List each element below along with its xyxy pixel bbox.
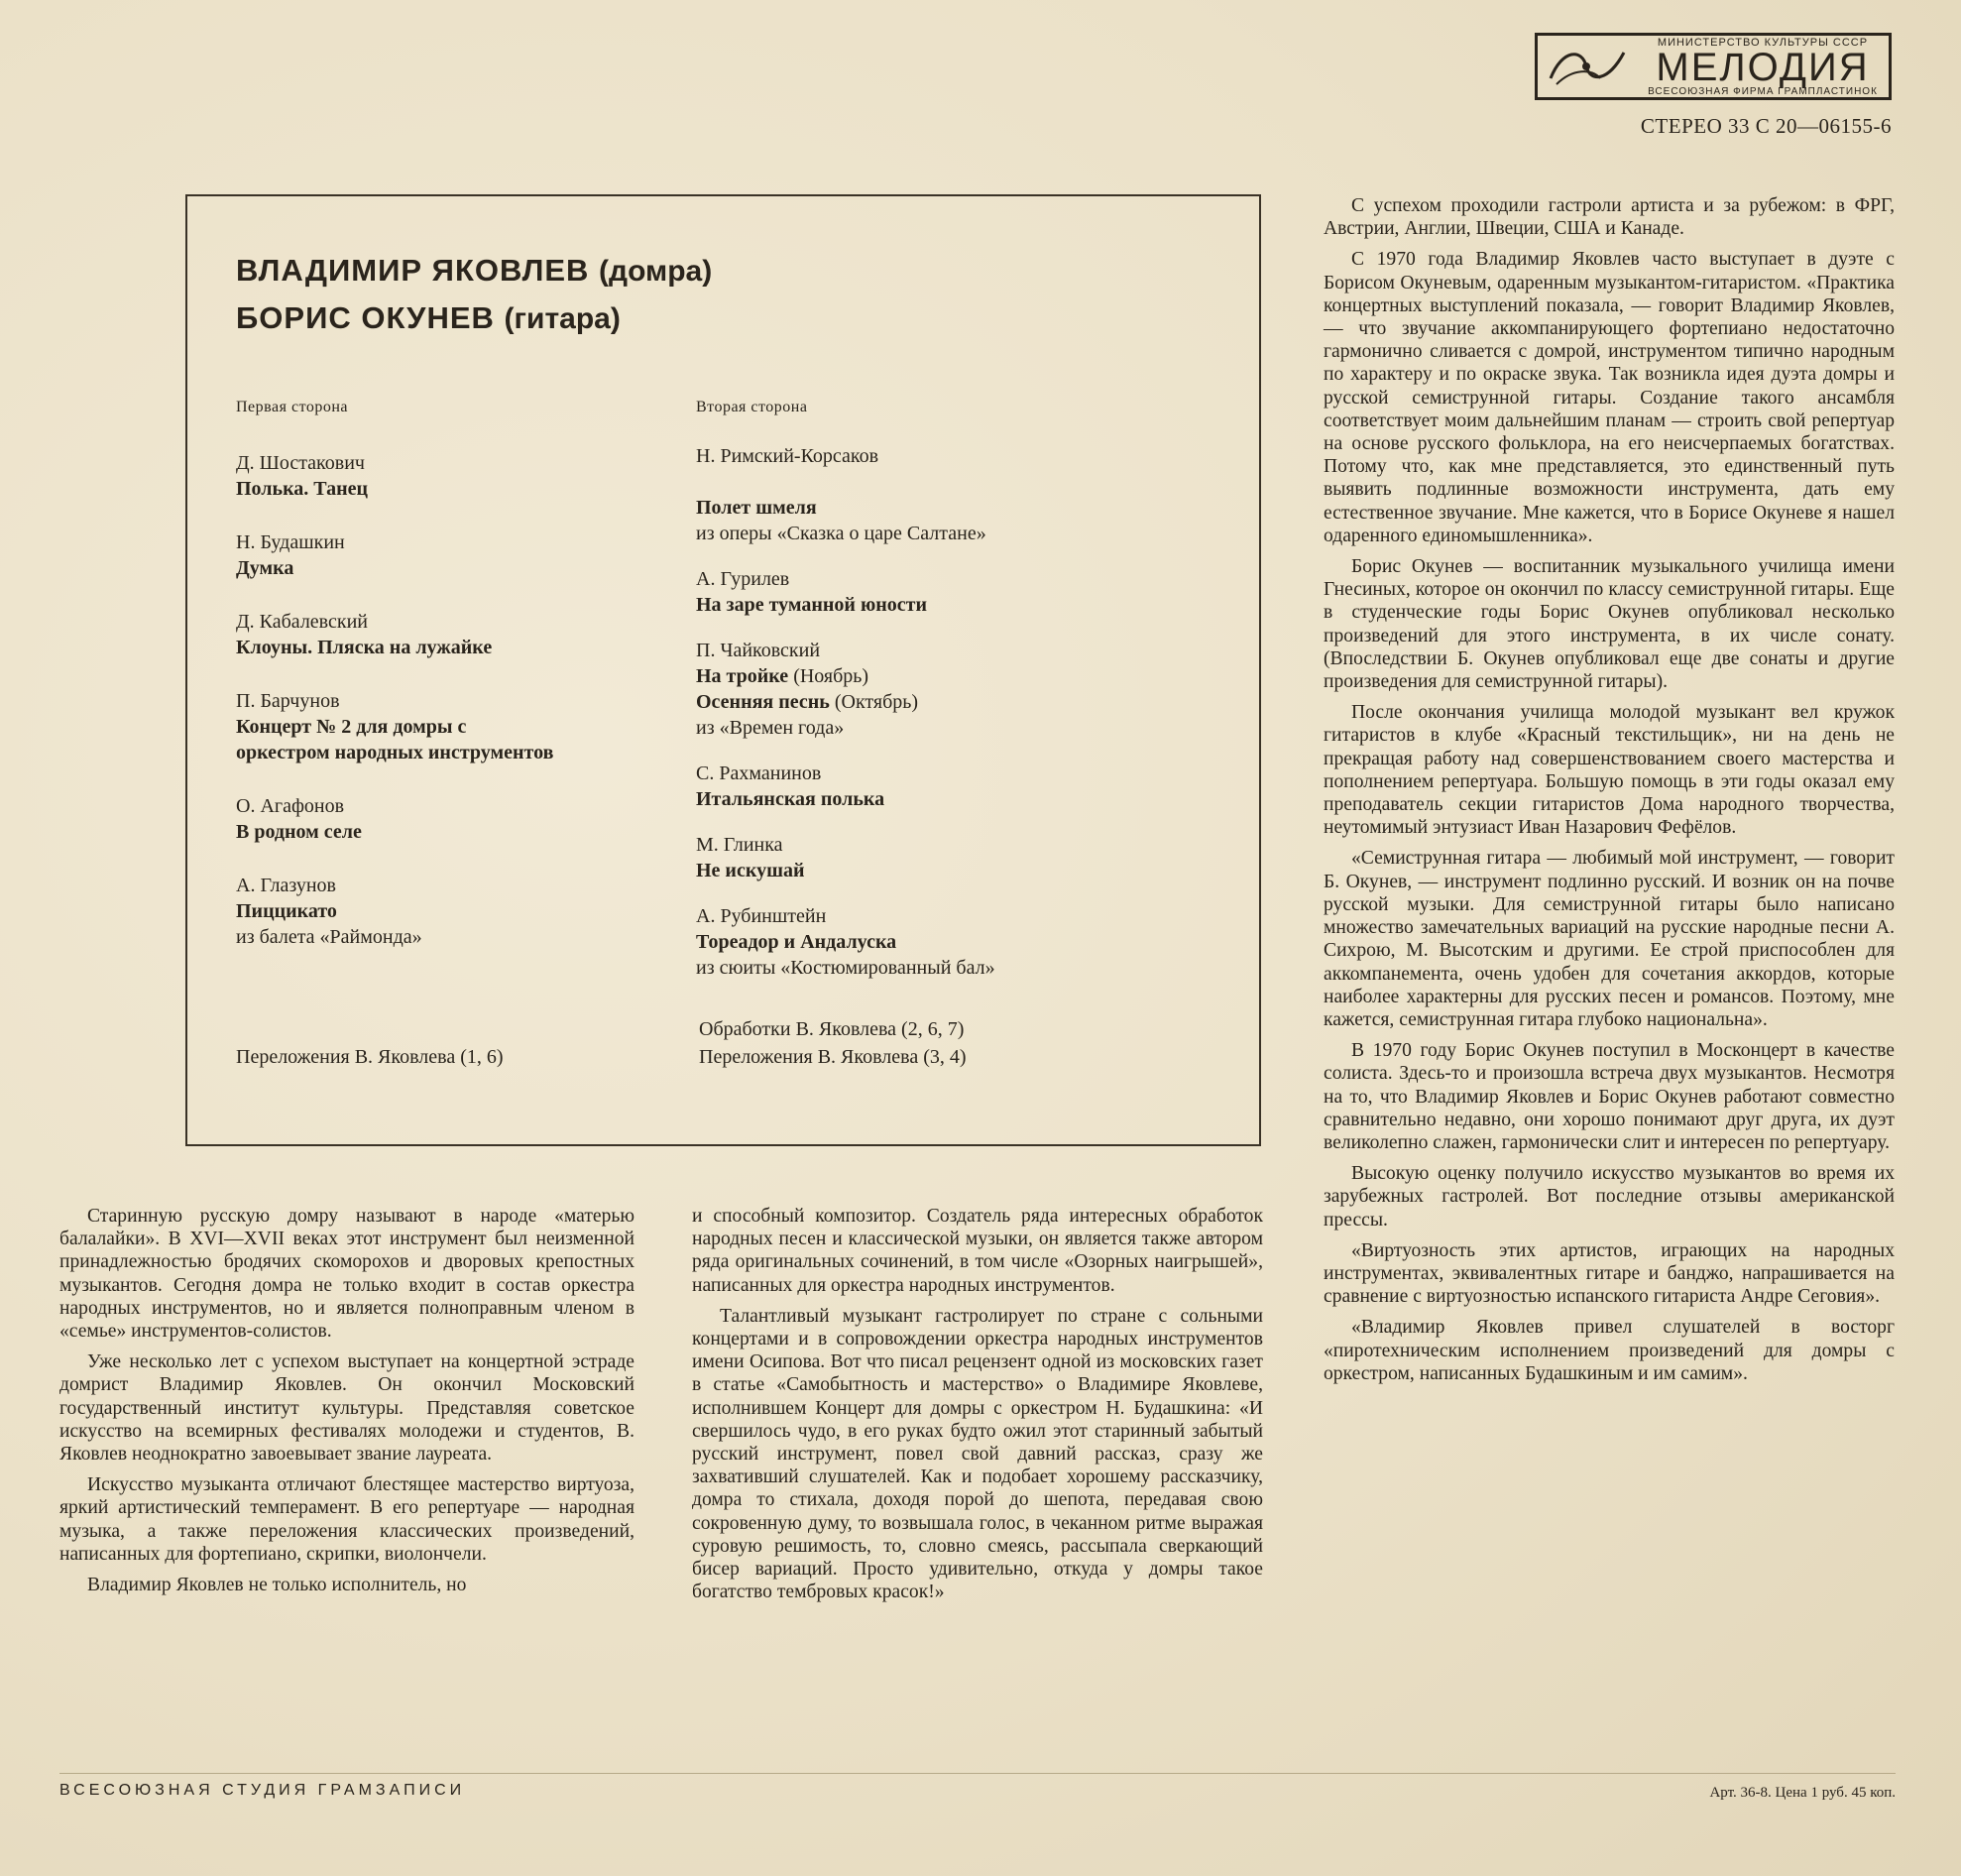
ministry-label: МИНИСТЕРСТВО КУЛЬТУРЫ СССР: [1657, 36, 1869, 49]
side-one-title: Первая сторона: [236, 399, 349, 415]
paragraph: Борис Окунев — воспитанник музыкального училища имени Гнесиных, которое он окончил по классу семиструнной гитары. Еще в студенческие годы Борис Окунев опубликовал несколько произведений для этого инструмента, в их числе сонату. (Впоследствии Б. Окунев опубликовал еще две сонаты и другие произведения для семиструнной гитары).: [1324, 556, 1895, 693]
track-title: Полет шмеля: [696, 497, 817, 519]
track-composer: А. Гурилев: [696, 568, 790, 590]
track: [236, 529, 692, 581]
track-composer: М. Глинка: [696, 834, 783, 856]
track-title-text: Осенняя песнь: [696, 691, 830, 713]
side-one-tracklist: [236, 450, 692, 978]
track-composer: П. Барчунов: [236, 690, 340, 712]
track-title-text: На тройке: [696, 665, 789, 687]
track-composer: Н. Будашкин: [236, 531, 345, 553]
track-composer: А. Рубинштейн: [696, 905, 827, 927]
paragraph: Высокую оценку получило искусство музыкантов во время их зарубежных гастролей. Вот последние отзывы американской прессы.: [1324, 1163, 1895, 1231]
track-title: Не искушай: [696, 860, 805, 881]
track-title: Итальянская полька: [696, 788, 885, 810]
firm-label: ВСЕСОЮЗНАЯ ФИРМА ГРАМПЛАСТИНОК: [1648, 85, 1878, 97]
paragraph: С 1970 года Владимир Яковлев часто выступает в дуэте с Борисом Окуневым, одаренным музыкантом-гитаристом. «Практика концертных выступлений показала, — говорит Владимир Яковлев, — что звучание аккомпанирующего фортепиано недостаточно гармонично сливается с домрой, инструментом типично народным по характеру и по окраске звука. Так возникла идея дуэта домры и русской семиструнной гитары. Создание такого ансамбля соответствует моим дальнейшим планам — строить свой репертуар на основе русского фольклора, на его неисчерпаемых богатствах. Потому что, как мне представляется, это единственный путь выявить подлинные возможности инструмента, дать ему естественное звучание. Мне кажется, что в Борисе Окуневе я нашел одаренного единомышленника».: [1324, 249, 1895, 546]
track: [236, 609, 692, 660]
performer-name: ВЛАДИМИР ЯКОВЛЕВ: [236, 253, 590, 288]
track-composer: Н. Римский-Корсаков: [696, 445, 879, 467]
track-composer: П. Чайковский: [696, 640, 821, 661]
performer-role: (гитара): [504, 302, 621, 335]
side-two-note-1: Обработки В. Яковлева (2, 6, 7): [699, 1018, 965, 1040]
performer-2: [236, 297, 621, 340]
paragraph: С успехом проходили гастроли артиста и за рубежом: в ФРГ, Австрии, Англии, Швеции, США и Канаде.: [1324, 195, 1895, 240]
track-title: Концерт № 2 для домры с: [236, 716, 467, 738]
side-two-title: Вторая сторона: [696, 399, 808, 415]
track-composer: Д. Кабалевский: [236, 611, 369, 633]
paragraph: Старинную русскую домру называют в народе «матерью балалайки». В XVI—XVII веках этот инструмент был неизменной принадлежностью бродячих скоморохов и дворовых крепостных музыкантов. Сегодня домра не только входит в состав оркестра народных инструментов, но и является полноправным членом в «семье» инструментов-солистов.: [59, 1206, 634, 1343]
paragraph: В 1970 году Борис Окунев поступил в Москонцерт в качестве солиста. Здесь-то и произошла встреча двух музыкантов. Несмотря на то, что Владимир Яковлев и Борис Окунев работают совместно сравнительно недавно, они хорошо понимают друг друга, их дуэт великолепно слажен, гармонически слит и интересен по репертуару.: [1324, 1040, 1895, 1153]
melodiya-logo: [1535, 33, 1892, 100]
track: [696, 903, 1211, 981]
paragraph: Талантливый музыкант гастролирует по стране с сольными концертами и в сопровождении оркестра народных инструментов имени Осипова. Вот что писал рецензент одной из московских газет в статье «Самобытность и мастерство» о Владимире Яковлеве, исполнившем Концерт для домры с оркестром Н. Будашкина: «И свершилось чудо, в его руках будто ожил этот старинный забытый русский инструмент, повел свой давний рассказ, сразу же захвативший слушателей. Как и подобает хорошему рассказчику, домра то стихала, доходя порой до шепота, передавая свою сокровенную думу, то возвышала голос, в чеканном ритме выражая суровую решимость, то, словно смеясь, рассыпала сверкающий бисер вариаций. Просто удивительно, откуда у домры такое богатство тембровых красок!»: [692, 1305, 1263, 1603]
track-composer: С. Рахманинов: [696, 762, 822, 784]
performer-role: (домра): [599, 255, 713, 288]
paragraph: Искусство музыканта отличают блестящее мастерство виртуоза, яркий артистический темперамент. В его репертуаре — народная музыка, а также переложения классических произведений, написанных для фортепиано, скрипки, виолончели.: [59, 1474, 634, 1565]
track-title-note: (Октябрь): [834, 691, 919, 713]
track-title: [696, 663, 1211, 689]
track-title-line2: [696, 689, 1211, 715]
track: [696, 638, 1211, 741]
track-title: В родном селе: [236, 821, 362, 843]
brand-name: МЕЛОДИЯ: [1656, 45, 1870, 89]
track-title-line2: оркестром народных инструментов: [236, 742, 554, 763]
track-source: из оперы «Сказка о царе Салтане»: [696, 523, 986, 544]
paragraph: Владимир Яковлев не только исполнитель, но: [87, 1575, 467, 1596]
track-title: Тореадор и Андалуска: [696, 931, 897, 953]
melodiya-emblem-icon: [1538, 36, 1637, 97]
track-composer: А. Глазунов: [236, 875, 336, 896]
studio-name: ВСЕСОЮЗНАЯ СТУДИЯ ГРАМЗАПИСИ: [59, 1782, 466, 1799]
track-title: Полька. Танец: [236, 478, 369, 500]
track-composer: Д. Шостакович: [236, 452, 365, 474]
paragraph: После окончания училища молодой музыкант вел кружок гитаристов в клубе «Красный текстильщик», ни на день не прекращая работу над совершенствованием своего мастерства и пополнением репертуара. Большую помощь в эти годы оказал ему преподаватель секции гитаристов Дома народного творчества, неутомимый энтузиаст Иван Назарович Фефёлов.: [1324, 702, 1895, 839]
track: [696, 832, 1211, 883]
side-two-note-2: Переложения В. Яковлева (3, 4): [699, 1046, 967, 1068]
paragraph: и способный композитор. Создатель ряда интересных обработок народных песен и классической музыки, он является также автором ряда оригинальных сочинений, в том числе «Озорных наигрышей», написанных для оркестра народных инструментов.: [692, 1206, 1263, 1296]
performer-1: [236, 250, 712, 293]
track-source: из балета «Раймонда»: [236, 926, 422, 948]
track: [236, 873, 692, 950]
track: [696, 443, 1211, 546]
paragraph: «Владимир Яковлев привел слушателей в восторг «пиротехническим исполнением произведений для домры с оркестром, написанных Будашкиным и им самим».: [1324, 1317, 1895, 1384]
performer-name: БОРИС ОКУНЕВ: [236, 300, 495, 335]
side-one-note: Переложения В. Яковлева (1, 6): [236, 1046, 504, 1068]
catalog-number: СТЕРЕО 33 С 20—06155-6: [1640, 114, 1892, 138]
track-source: из «Времен года»: [696, 717, 845, 739]
track-source: из сюиты «Костюмированный бал»: [696, 957, 995, 979]
track: [236, 688, 692, 765]
liner-notes-column-2: [692, 1205, 1263, 1611]
liner-notes-column-3: [1324, 194, 1895, 1393]
track-title: Клоуны. Пляска на лужайке: [236, 637, 493, 658]
side-two-tracklist: [696, 443, 1211, 1000]
liner-notes-column-1: [59, 1205, 634, 1604]
track: [696, 566, 1211, 618]
track: [696, 761, 1211, 812]
track: [236, 793, 692, 845]
track-title: На заре туманной юности: [696, 594, 927, 616]
track-title: Пиццикато: [236, 900, 337, 922]
paragraph: «Виртуозность этих артистов, играющих на народных инструментах, эквивалентных гитаре и банджо, напрашивается на сравнение с виртуозностью испанского гитариста Андре Сеговия».: [1324, 1239, 1895, 1308]
track-title: Думка: [236, 557, 294, 579]
paragraph: «Семиструнная гитара — любимый мой инструмент, — говорит Б. Окунев, — инструмент подлинно русский. И возник он на почве русской музыки. Для семиструнной гитары было написано множество замечательных вариаций на русские народные песни А. Сихрою, М. Высотским и другими. Ее строй приспособлен для аккомпанемента, очень удобен для сочетания аккордов, которые наиболее характерны для русских песен и романсов. Поэтому, мне кажется, семиструнная гитара глубоко национальна».: [1324, 848, 1895, 1030]
track: [236, 450, 692, 502]
track-title-note: (Ноябрь): [793, 665, 869, 687]
track-composer: О. Агафонов: [236, 795, 345, 817]
price-label: Арт. 36-8. Цена 1 руб. 45 коп.: [1709, 1785, 1896, 1801]
footer-divider: [59, 1773, 1896, 1774]
paragraph: Уже несколько лет с успехом выступает на концертной эстраде домрист Владимир Яковлев. Он окончил Московский государственный институт культуры. Представляя советское искусство на всемирных фестивалях молодежи и студентов, В. Яковлев неоднократно завоевывает звание лауреата.: [59, 1351, 634, 1466]
